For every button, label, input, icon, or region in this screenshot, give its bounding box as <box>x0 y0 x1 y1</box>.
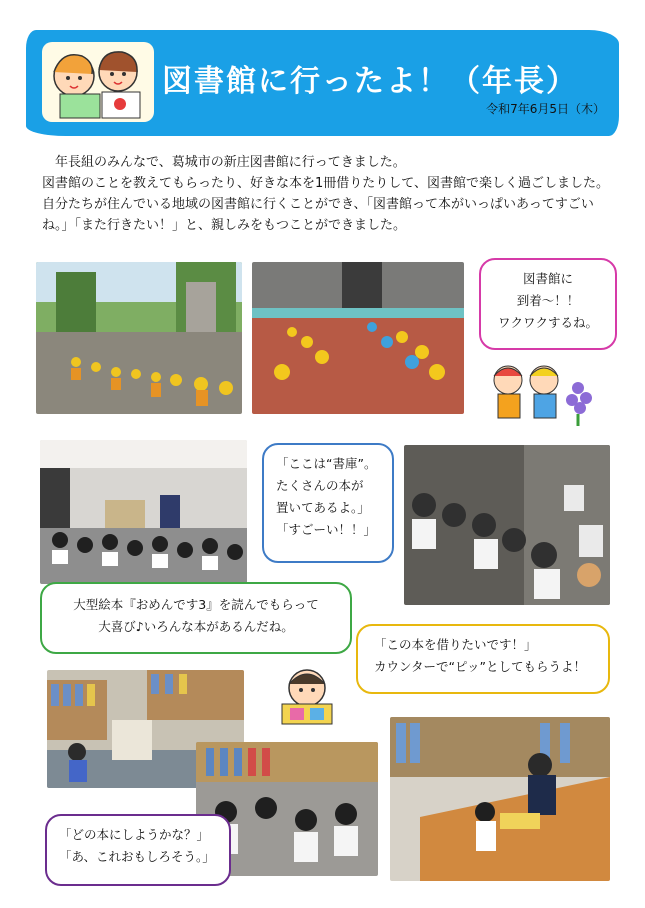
bubble-line: 大喜び♪いろんな本があるんだね。 <box>98 619 294 634</box>
bubble-line: 「すごーい！！」 <box>276 522 377 537</box>
bubble-line: 大型絵本『おめんです3』を読んでもらって <box>73 597 319 612</box>
bubble-line: 「この本を借りたいです！」 <box>374 637 537 652</box>
speech-bubble-stacks <box>262 443 394 563</box>
photo-library-entrance <box>252 262 464 414</box>
photo-walking-path <box>36 262 242 414</box>
photo-checkout-counter <box>390 717 610 881</box>
bubble-line: カウンターで“ピッ”としてもらうよ！ <box>374 659 586 674</box>
photo-book-stacks <box>404 445 610 605</box>
intro-text <box>42 152 612 242</box>
bubble-line: たくさんの本が <box>276 478 364 493</box>
bubble-line: 「あ、これおもしろそう。」 <box>59 849 215 864</box>
bubble-line: 到着～！！ <box>516 293 580 308</box>
speech-bubble-choose <box>45 814 231 886</box>
speech-bubble-arrival <box>479 258 617 350</box>
bubble-line: ワクワクするね。 <box>497 315 598 330</box>
kids-with-hydrangea-icon <box>486 358 596 428</box>
event-date: 令和7年6月5日（木） <box>486 102 605 116</box>
speech-bubble-borrow <box>356 624 610 694</box>
kids-reading-book-icon <box>42 42 154 122</box>
intro-line: 図書館のことを教えてもらったり、好きな本を1冊借りたりして、図書館で楽しく過ごしました。自分たちが住んでいる地域の図書館に行くことができ、「図書館って本がいっぱいあってすごいね。」「また行きたい！」と、親しみをもつことができました。 <box>42 176 610 233</box>
photo-story-time <box>40 440 247 584</box>
bubble-line: 図書館に <box>522 271 573 286</box>
bubble-line: 「どの本にしようかな？」 <box>59 827 210 842</box>
page-title: 図書館に行ったよ！（年長） <box>162 64 578 99</box>
child-reading-icon <box>272 664 342 728</box>
intro-line: 年長組のみんなで、葛城市の新庄図書館に行ってきました。 <box>55 155 406 170</box>
bubble-line: 「ここは“書庫”。 <box>276 456 377 471</box>
speech-bubble-picture-book <box>40 582 352 654</box>
bubble-line: 置いてあるよ。」 <box>276 500 370 515</box>
